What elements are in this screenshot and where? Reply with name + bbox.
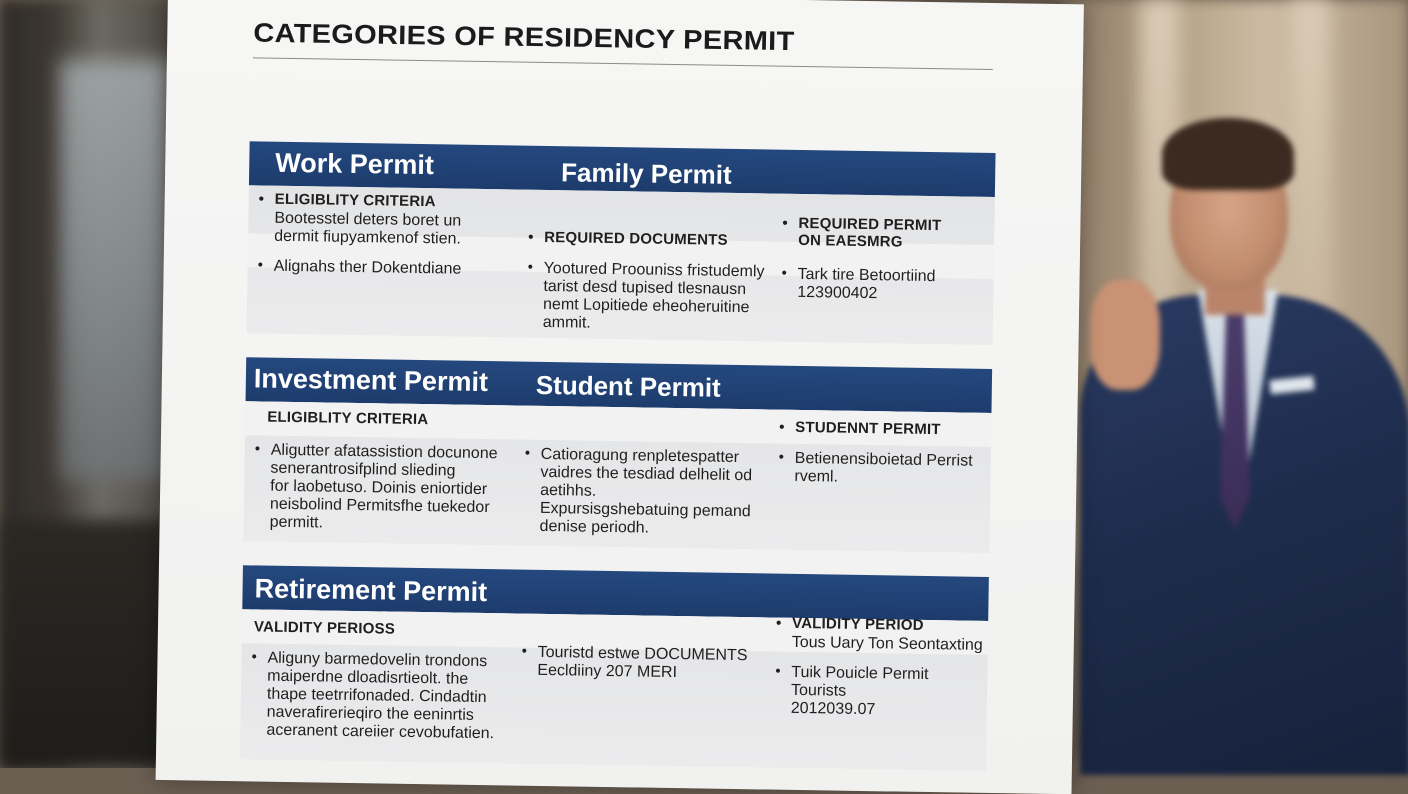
criteria-header: • ELIGIBLITY CRITERIA <box>275 192 436 211</box>
section-investment-student <box>243 357 992 555</box>
required-permit-header: • REQUIRED PERMIT ON EAESMRG <box>798 216 942 252</box>
document-title: CATEGORIES OF RESIDENCY PERMIT <box>253 18 795 57</box>
student-permit-header: • STUDENNT PERMIT <box>795 420 941 439</box>
validity-periods-header: VALIDITY PERIOSS <box>253 618 396 638</box>
heading-retirement-permit: Retirement Permit <box>254 573 488 608</box>
criteria-header: ELIGIBLITY CRITERIA <box>267 408 429 429</box>
section-body <box>240 609 988 771</box>
criteria-text: Bootesstel deters boret un dermit fiupyamkenof stien. <box>274 209 462 248</box>
section-retirement <box>240 565 989 773</box>
documents-bullet: • Touristd estwe DOCUMENTS Eecldiiny 207 MERI <box>537 644 747 683</box>
section-body <box>243 401 991 553</box>
student-permit-bullet: • Betienensiboietad Perrist rveml. <box>794 450 972 489</box>
documents-header: • REQUIRED DOCUMENTS <box>544 230 728 250</box>
businessman-figure <box>1080 110 1408 770</box>
validity-period-text: Tous Uary Ton Seontaxting <box>791 633 983 654</box>
background-window <box>60 60 170 480</box>
validity-bullet: • Aliguny barmedovelin trondons maiperdne dloadisrtieolt. the thape teetrrifonaded. Cindadtin naverafirerieqiro the eeninrtis aceranent careiier cevobufatien. <box>266 650 495 743</box>
heading-investment-permit: Investment Permit <box>253 363 489 398</box>
heading-family-permit: Family Permit <box>560 157 732 190</box>
heading-student-permit: Student Permit <box>535 369 721 403</box>
documents-bullet: • Catioragung renpletespatter vaidres the tesdiad delhelit od aetihhs. Expursisgshebatuing pemand denise periodh. <box>539 446 752 539</box>
section-work-family <box>247 141 996 349</box>
heading-work-permit: Work Permit <box>275 147 435 181</box>
documents-bullet: • Yootured Proouniss fristudemly tarist desd tupised tlesnausn nemt Lopitiede eheoheruitine ammit. <box>543 260 765 335</box>
background-floor <box>0 520 180 768</box>
criteria-bullet: • Aligutter afatassistion docunone senerantrosifplind slieding for laobetuso. Doinis eniortider neisbolind Permitsfhe tuekedor permitt. <box>270 442 498 535</box>
permit-document <box>156 0 1084 794</box>
validity-period-bullet: • Tuik Pouicle Permit Tourists 2012039.07 <box>791 664 988 721</box>
raised-hand <box>1090 280 1160 390</box>
title-divider <box>253 57 993 70</box>
criteria-bullet: • Alignahs ther Dokentdiane <box>274 258 462 279</box>
validity-period-header: • VALIDITY PERIOD <box>792 616 924 635</box>
section-body <box>247 185 995 345</box>
required-permit-bullet: • Tark tire Betoortiind 123900402 <box>797 266 935 304</box>
hair <box>1162 118 1294 190</box>
